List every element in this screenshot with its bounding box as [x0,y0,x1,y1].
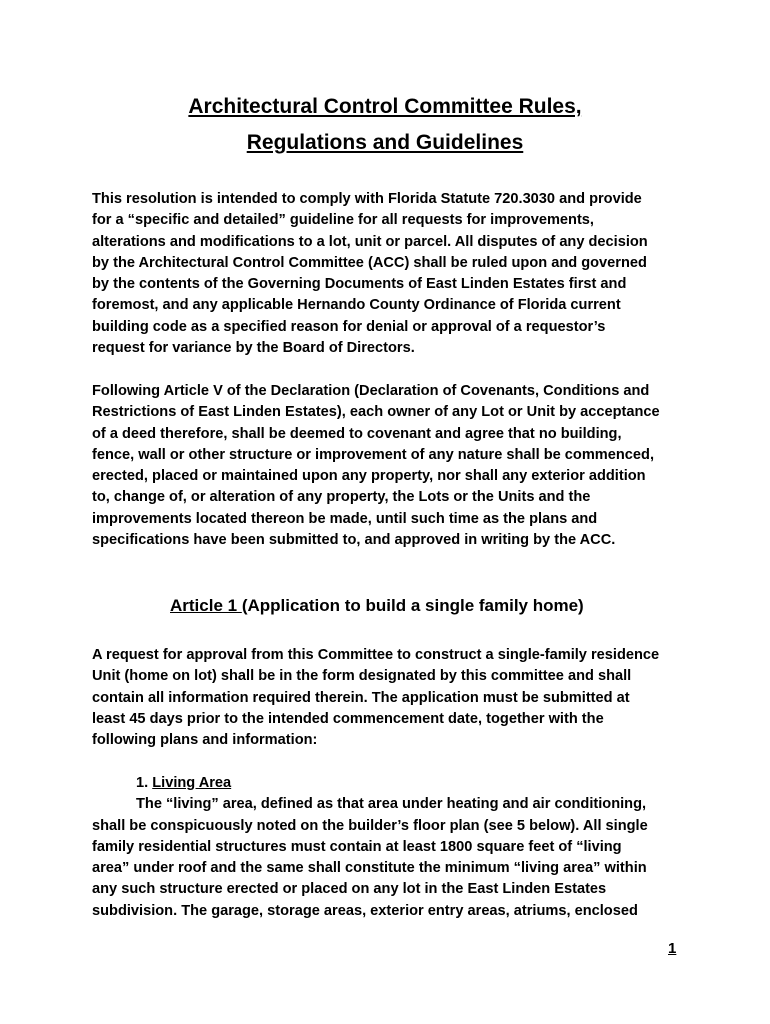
intro-line: request for variance by the Board of Directors. [92,340,415,357]
application-line: following plans and information: [92,732,318,749]
intro-line: building code as a specified reason for denial or approval of a requestor’s [92,318,606,335]
living-area-line: area” under roof and the same shall constitute the minimum “living area” within [92,860,647,877]
application-line: Unit (home on lot) shall be in the form designated by this committee and shall [92,668,632,685]
section-1-heading [92,773,692,794]
section-1-title: Living Area [152,775,232,791]
section-1-number: 1. [136,775,153,791]
document-title-line-2: Regulations and Guidelines [246,131,524,154]
application-line: contain all information required therein. The application must be submitted at [92,689,630,706]
declaration-paragraph [92,381,692,551]
application-paragraph [92,645,692,751]
living-area-line: The “living” area, defined as that area under heating and air conditioning, [136,796,647,813]
declaration-line: Restrictions of East Linden Estates), each owner of any Lot or Unit by acceptance [92,404,660,421]
application-line: A request for approval from this Committee to construct a single-family residence [92,647,660,663]
intro-line: by the Architectural Control Committee (ACC) shall be ruled upon and governed [92,254,647,271]
page-number: 1 [668,940,677,957]
intro-line: alterations and modifications to a lot, unit or parcel. All disputes of any decision [92,233,648,250]
declaration-line: to, change of, or alteration of any property, the Lots or the Units and the [92,489,591,506]
article-1-heading [170,594,584,618]
declaration-line: specifications have been submitted to, and approved in writing by the ACC. [92,532,616,549]
living-area-line: family residential structures must contain at least 1800 square feet of “living [92,838,622,855]
document-title-line-1: Architectural Control Committee Rules, [188,95,582,118]
living-area-line: shall be conspicuously noted on the builder’s floor plan (see 5 below). All single [92,817,648,834]
living-area-section [92,773,692,922]
declaration-line: erected, placed or maintained upon any property, nor shall any exterior addition [92,468,646,485]
intro-paragraph [92,189,692,359]
declaration-line: improvements located thereon be made, until such time as the plans and [92,510,598,527]
living-area-line: any such structure erected or placed on any lot in the East Linden Estates [92,881,607,898]
article-1-label: Article 1 [170,596,242,615]
declaration-line: of a deed therefore, shall be deemed to covenant and agree that no building, [92,425,622,442]
intro-line: foremost, and any applicable Hernando County Ordinance of Florida current [92,297,621,314]
intro-line: This resolution is intended to comply with Florida Statute 720.3030 and provide [92,191,642,207]
living-area-line: subdivision. The garage, storage areas, exterior entry areas, atriums, enclosed [92,902,638,919]
article-1-subtitle: (Application to build a single family home) [241,596,584,615]
application-line: least 45 days prior to the intended commencement date, together with the [92,710,604,727]
declaration-line: Following Article V of the Declaration (Declaration of Covenants, Conditions and [92,383,650,399]
declaration-line: fence, wall or other structure or improvement of any nature shall be commenced, [92,446,655,463]
intro-line: for a “specific and detailed” guideline for all requests for improvements, [92,212,594,229]
intro-line: by the contents of the Governing Documents of East Linden Estates first and [92,276,627,293]
